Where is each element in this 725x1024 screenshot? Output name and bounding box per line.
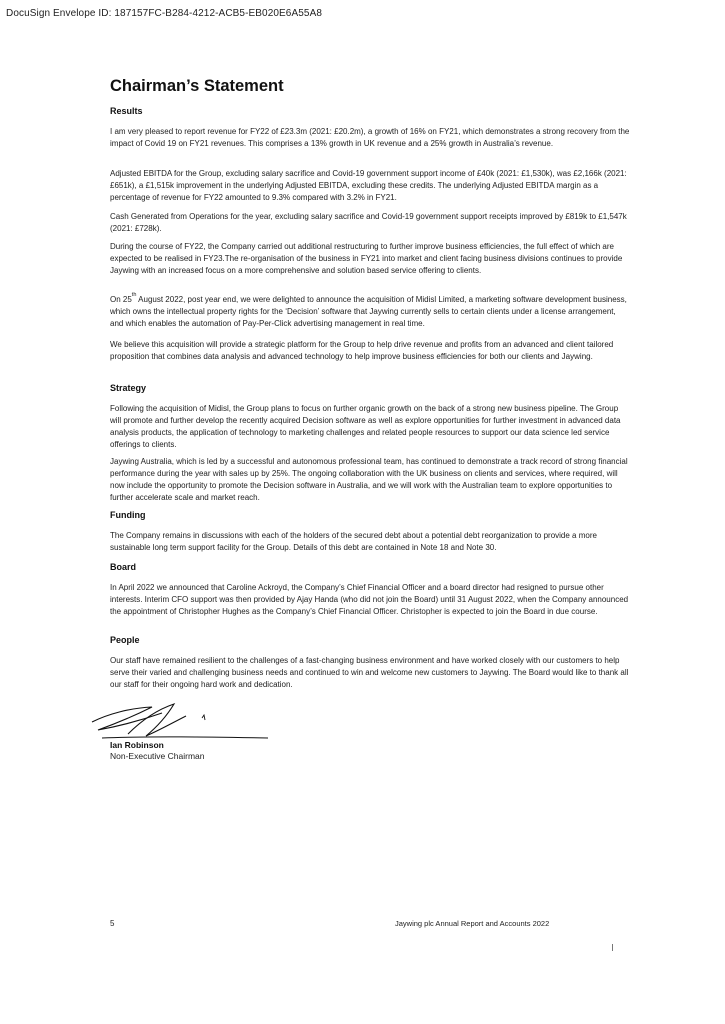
results-paragraph-1: I am very pleased to report revenue for FY22 of £23.3m (2021: £20.2m), a growth of 16% on FY21, which demonstrates a strong recovery from the impact of Covid 19 on FY21 revenues. This comprises a 13% growth in UK revenue and a 25% growth in Australia’s revenue. [110, 127, 630, 148]
acquisition-announcement-text: August 2022, post year end, we were delighted to announce the acquisition of Midisl Limited, a marketing software development business, which owns the intellectual property rights for the ‘Decision’ software that Jaywing currently sells to certain clients under a license arrangement, and which enables the automation of Pay-Per-Click advertising management in real time. [110, 295, 627, 328]
scan-mark [612, 944, 613, 951]
docusign-envelope-id: DocuSign Envelope ID: 187157FC-B284-4212-ACB5-EB020E6A55A8 [6, 8, 322, 19]
signatory-name: Ian Robinson [110, 740, 164, 750]
strategy-paragraph-2: Jaywing Australia, which is led by a successful and autonomous professional team, has continued to demonstrate a track record of strong financial performance during the year with sales up by 25%. The ongoing collaboration with the UK business on clients and services, where required, will now include the opportunity to promote the Decision software in Australia, and we will work with the Australian team to explore opportunities to further accelerate scale and market reach. [110, 457, 628, 502]
strategy-heading: Strategy [110, 383, 147, 393]
people-paragraph-1: Our staff have remained resilient to the challenges of a fast-changing business environment and have worked closely with our customers to help serve their varied and challenging business needs and continued to win and welcome new customers to Jaywing. The Board would like to thank all our staff for their ongoing hard work and dedication. [110, 656, 629, 689]
page-number: 5 [110, 919, 115, 928]
report-footer-title: Jaywing plc Annual Report and Accounts 2022 [395, 919, 550, 928]
results-paragraph-6: We believe this acquisition will provide a strategic platform for the Group to help drive revenue and profits from an advanced and client tailored proposition that combines data analysis and advanced technology to help improve business efficiencies for both our clients and Jaywing. [110, 340, 614, 361]
results-paragraph-4: During the course of FY22, the Company carried out additional restructuring to further improve business efficiencies, the full effect of which are expected to be realised in FY23.The re-organisation of the business in FY21 into market and client facing business divisions continues to provide Jaywing with an increased focus on a more comprehensive and solution based service offering to clients. [110, 242, 623, 275]
results-paragraph-3: Cash Generated from Operations for the year, excluding salary sacrifice and Covid-19 government support receipts improved by £819k to £1,547k (2021: £728k). [110, 212, 627, 233]
funding-paragraph-1: The Company remains in discussions with each of the holders of the secured debt about a potential debt reorganization to provide a more sustainable long term support facility for the Group. Details of this debt are contained in Note 18 and Note 30. [110, 531, 597, 552]
board-paragraph-1: In April 2022 we announced that Caroline Ackroyd, the Company’s Chief Financial Officer and a board director had resigned to pursue other interests. Interim CFO support was then provided by Ajay Handa (who did not join the Board) until 31 August 2022, when the Company announced the appointment of Christopher Hughes as the Company’s Chief Financial Officer. Christopher is expected to join the Board in due course. [110, 583, 629, 616]
board-heading: Board [110, 562, 137, 572]
acquisition-date-prefix: On 25 [110, 295, 132, 304]
people-heading: People [110, 635, 140, 645]
ordinal-suffix: th [131, 292, 137, 298]
page-title: Chairman’s Statement [110, 77, 284, 95]
strategy-paragraph-1: Following the acquisition of Midisl, the Group plans to focus on further organic growth on the back of a strong new business pipeline. The Group will promote and further develop the recently acquired Decision software as well as explore opportunities for further investment in advanced data analysis products, the application of technology to marketing challenges and related people resources to support our data science led service offerings to clients. [110, 404, 621, 449]
results-heading: Results [110, 106, 143, 116]
results-paragraph-2: Adjusted EBITDA for the Group, excluding salary sacrifice and Covid-19 government support income of £40k (2021: £1,530k), was £2,166k (2021: £651k), a £1,515k improvement in the underlying Adjusted EBITDA, excluding these credits. The underlying Adjusted EBITDA margin as a percentage of revenue for FY22 amounted to 9.3% compared with 3.2% in FY21. [110, 169, 627, 202]
results-paragraph-5 [110, 294, 630, 330]
funding-heading: Funding [110, 510, 146, 520]
signatory-role: Non-Executive Chairman [110, 751, 205, 761]
